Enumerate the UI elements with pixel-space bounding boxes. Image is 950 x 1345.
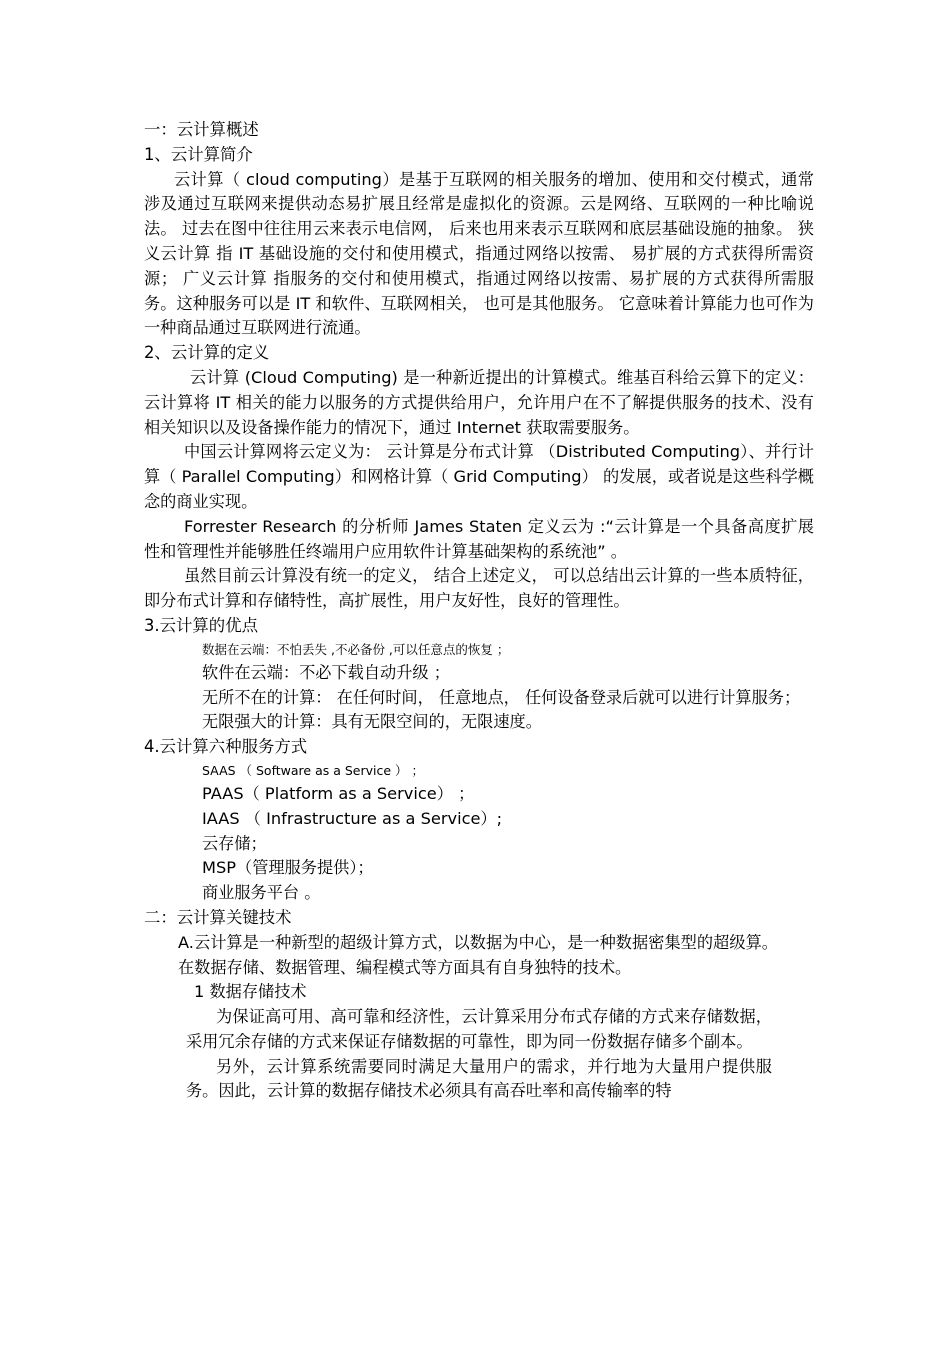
chapter-heading-1: 一：云计算概述 bbox=[144, 120, 259, 139]
subsection-heading-storage-wrap bbox=[144, 980, 814, 1005]
list-item: 软件在云端：不必下载自动升级 ； bbox=[202, 662, 450, 682]
paragraph-storage-2: 另外，云计算系统需要同时满足大量用户的需求，并行地为大量用户提供服务。因此，云计算的数据存储技术必须具有高吞吐率和高传输率的特 bbox=[186, 1056, 772, 1101]
list-item: 云存储； bbox=[202, 833, 267, 853]
section-heading-definition: 2、云计算的定义 bbox=[144, 343, 270, 363]
list-item: IAAS （ Infrastructure as a Service）; bbox=[202, 808, 503, 828]
list-item: SAAS （ Software as a Service ） ； bbox=[202, 762, 424, 778]
paragraph-definition-2: 中国云计算网将云定义为： 云计算是分布式计算 （Distributed Computing）、并行计算（ Parallel Computing）和网格计算（ Grid Computing） 的发展，或者说是这些科学概念的商业实现。 bbox=[144, 442, 814, 511]
list-item: 无限强大的计算：具有无限空间的，无限速度。 bbox=[202, 712, 542, 732]
paragraph-definition-1: 云计算 (Cloud Computing) 是一种新近提出的计算模式。维基百科给云算下的定义：云计算将 IT 相关的能力以服务的方式提供给用户，允许用户在不了解提供服务的技术、没有相关知识以及设备操作能力的情况下，通过 Internet 获取需要服务。 bbox=[144, 367, 814, 437]
paragraph-intro: 云计算（ cloud computing）是基于互联网的相关服务的增加、使用和交付模式，通常涉及通过互联网来提供动态易扩展且经常是虚拟化的资源。云是网络、互联网的一种比喻说法。 过去在图中往往用云来表示电信网， 后来也用来表示互联网和底层基础设施的抽象。 狭义云计算 指 IT 基础设施的交付和使用模式，指通过网络以按需、 易扩展的方式获得所需资源； 广义云计算 指服务的交付和使用模式，指通过网络以按需、易扩展的方式获得所需服务。这种服务可以是 IT 和软件、互联网相关， 也可是其他服务。 它意味着计算能力也可作为一种商品通过互联网进行流通。 bbox=[144, 169, 814, 338]
list-item: 无所不在的计算： 在任何时间， 任意地点， 任何设备登录后就可以进行计算服务； bbox=[202, 687, 801, 707]
paragraph-storage-1: 为保证高可用、高可靠和经济性，云计算采用分布式存储的方式来存储数据，采用冗余存储的方式来保证存储数据的可靠性，即为同一份数据存储多个副本。 bbox=[186, 1007, 772, 1051]
advantages-list bbox=[144, 639, 814, 735]
chapter-heading-2: 二：云计算关键技术 bbox=[144, 907, 292, 927]
list-item: MSP（管理服务提供）； bbox=[202, 858, 374, 878]
paragraph-definition-4: 虽然目前云计算没有统一的定义， 结合上述定义， 可以总结出云计算的一些本质特征，即分布式计算和存储特性，高扩展性，用户友好性，良好的管理性。 bbox=[144, 566, 814, 611]
section-heading-advantages: 3.云计算的优点 bbox=[144, 615, 258, 635]
paragraph-a: A.云计算是一种新型的超级计算方式，以数据为中心，是一种数据密集型的超级算。在数据存储、数据管理、编程模式等方面具有自身独特的技术。 bbox=[178, 932, 778, 977]
section-heading-intro: 1、云计算简介 bbox=[144, 144, 253, 164]
list-item: PAAS（ Platform as a Service） ； bbox=[202, 783, 475, 803]
services-list bbox=[144, 760, 814, 906]
section-heading-services: 4.云计算六种服务方式 bbox=[144, 737, 308, 757]
list-item: 数据在云端：不怕丢失 ,不必备份 ,可以任意点的恢复 ； bbox=[202, 641, 510, 657]
subsection-a bbox=[144, 931, 778, 981]
list-item: 商业服务平台 。 bbox=[202, 883, 321, 903]
paragraph-definition-3: Forrester Research 的分析师 James Staten 定义云为 :“云计算是一个具备高度扩展性和管理性并能够胜任终端用户应用软件计算基础架构的系统池” 。 bbox=[144, 516, 814, 561]
subsection-storage-body bbox=[144, 1005, 772, 1104]
subsection-heading-storage: 1 数据存储技术 bbox=[194, 982, 307, 1002]
document-body bbox=[144, 118, 814, 1104]
